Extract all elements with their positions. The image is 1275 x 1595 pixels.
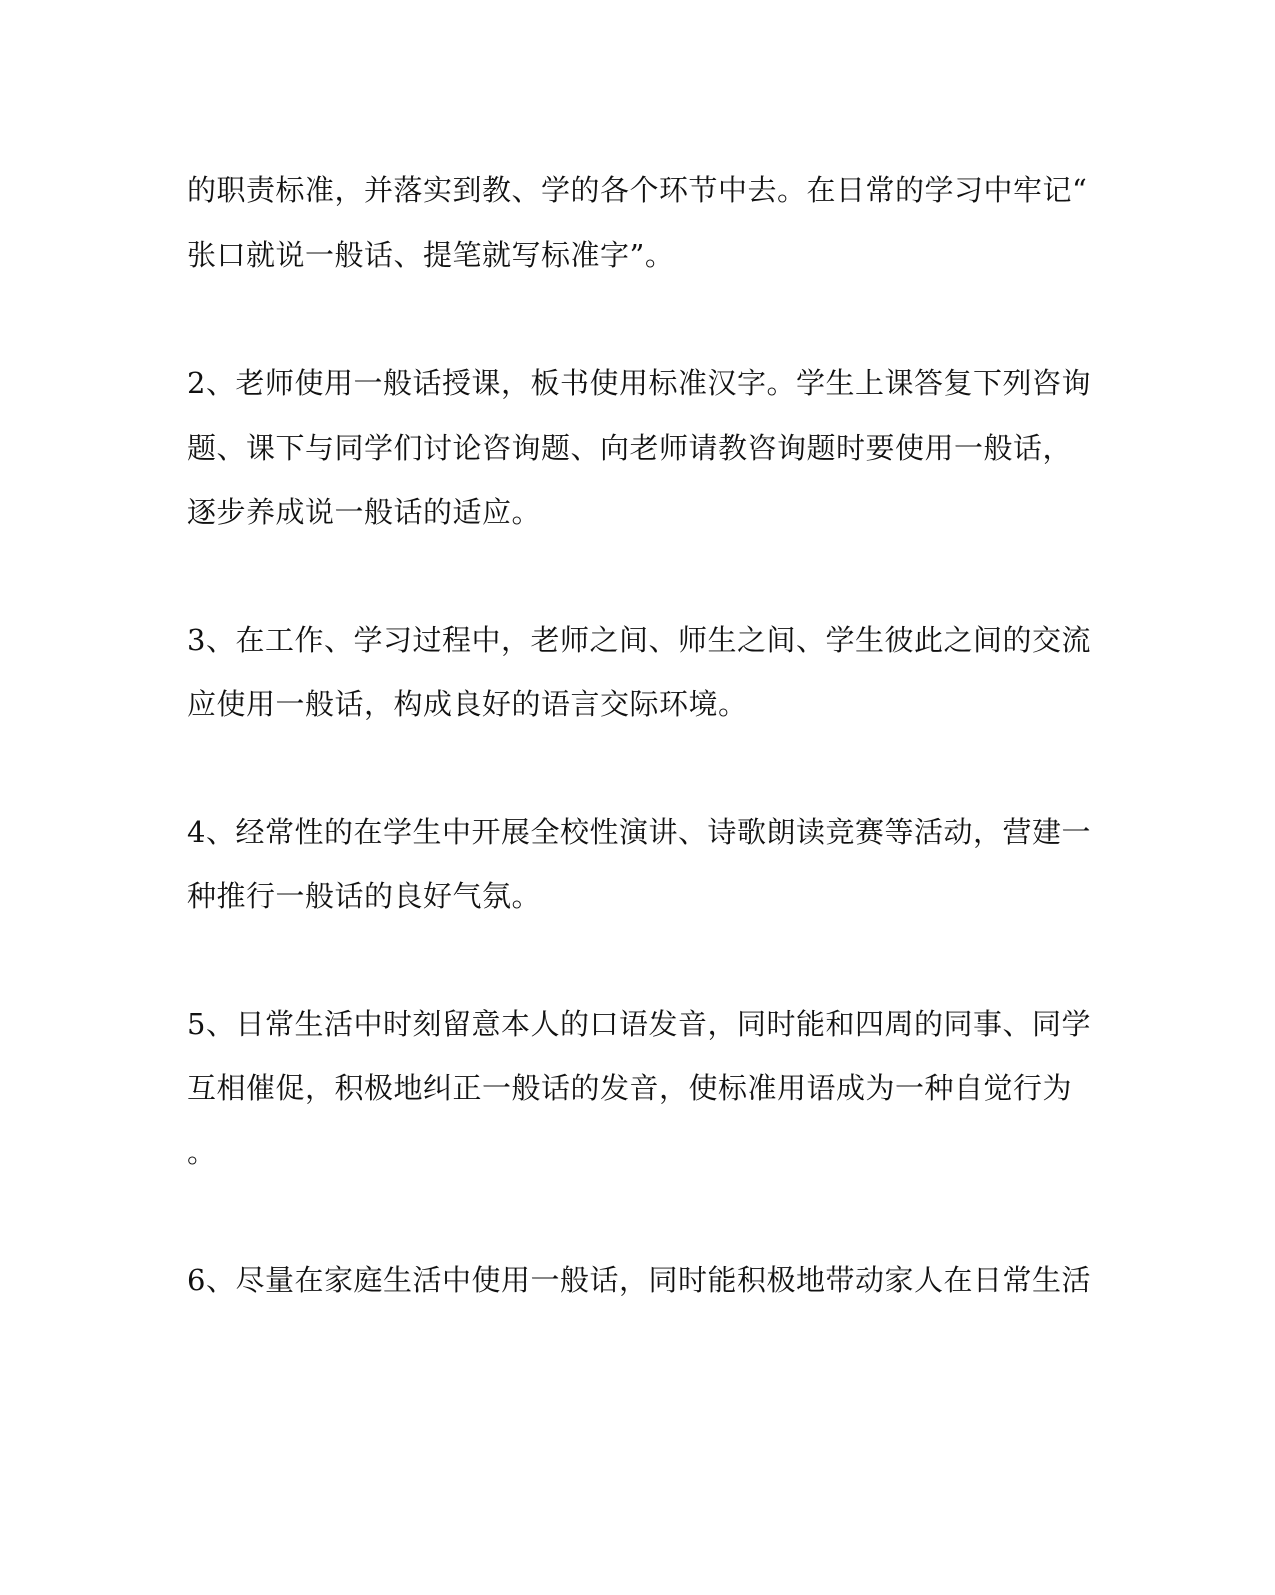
paragraph-2-line-3: 逐步养成说一般话的适应。 — [187, 495, 542, 529]
paragraph-5-line-1: 5、日常生活中时刻留意本人的口语发音，同时能和四周的同事、同学 — [187, 1007, 1091, 1041]
paragraph-6-line-1: 6、尽量在家庭生活中使用一般话，同时能积极地带动家人在日常生活 — [187, 1263, 1091, 1297]
paragraph-4-line-1: 4、经常性的在学生中开展全校性演讲、诗歌朗读竞赛等活动，营建一 — [187, 815, 1091, 849]
paragraph-4-line-2: 种推行一般话的良好气氛。 — [187, 879, 542, 913]
paragraph-1-line-1: 的职责标准，并落实到教、学的各个环节中去。在日常的学习中牢记“ — [187, 173, 1088, 207]
paragraph-2-line-1: 2、老师使用一般话授课，板书使用标准汉字。学生上课答复下列咨询 — [187, 366, 1091, 400]
paragraph-2-line-2: 题、课下与同学们讨论咨询题、向老师请教咨询题时要使用一般话， — [187, 431, 1073, 465]
paragraph-3-line-2: 应使用一般话，构成良好的语言交际环境。 — [187, 687, 748, 721]
paragraph-1-line-2: 张口就说一般话、提笔就写标准字”。 — [187, 238, 675, 272]
paragraph-5-line-2: 互相催促，积极地纠正一般话的发音，使标准用语成为一种自觉行为 — [187, 1071, 1073, 1105]
paragraph-3-line-1: 3、在工作、学习过程中，老师之间、师生之间、学生彼此之间的交流 — [187, 623, 1091, 657]
paragraph-5-line-3: 。 — [187, 1135, 217, 1169]
